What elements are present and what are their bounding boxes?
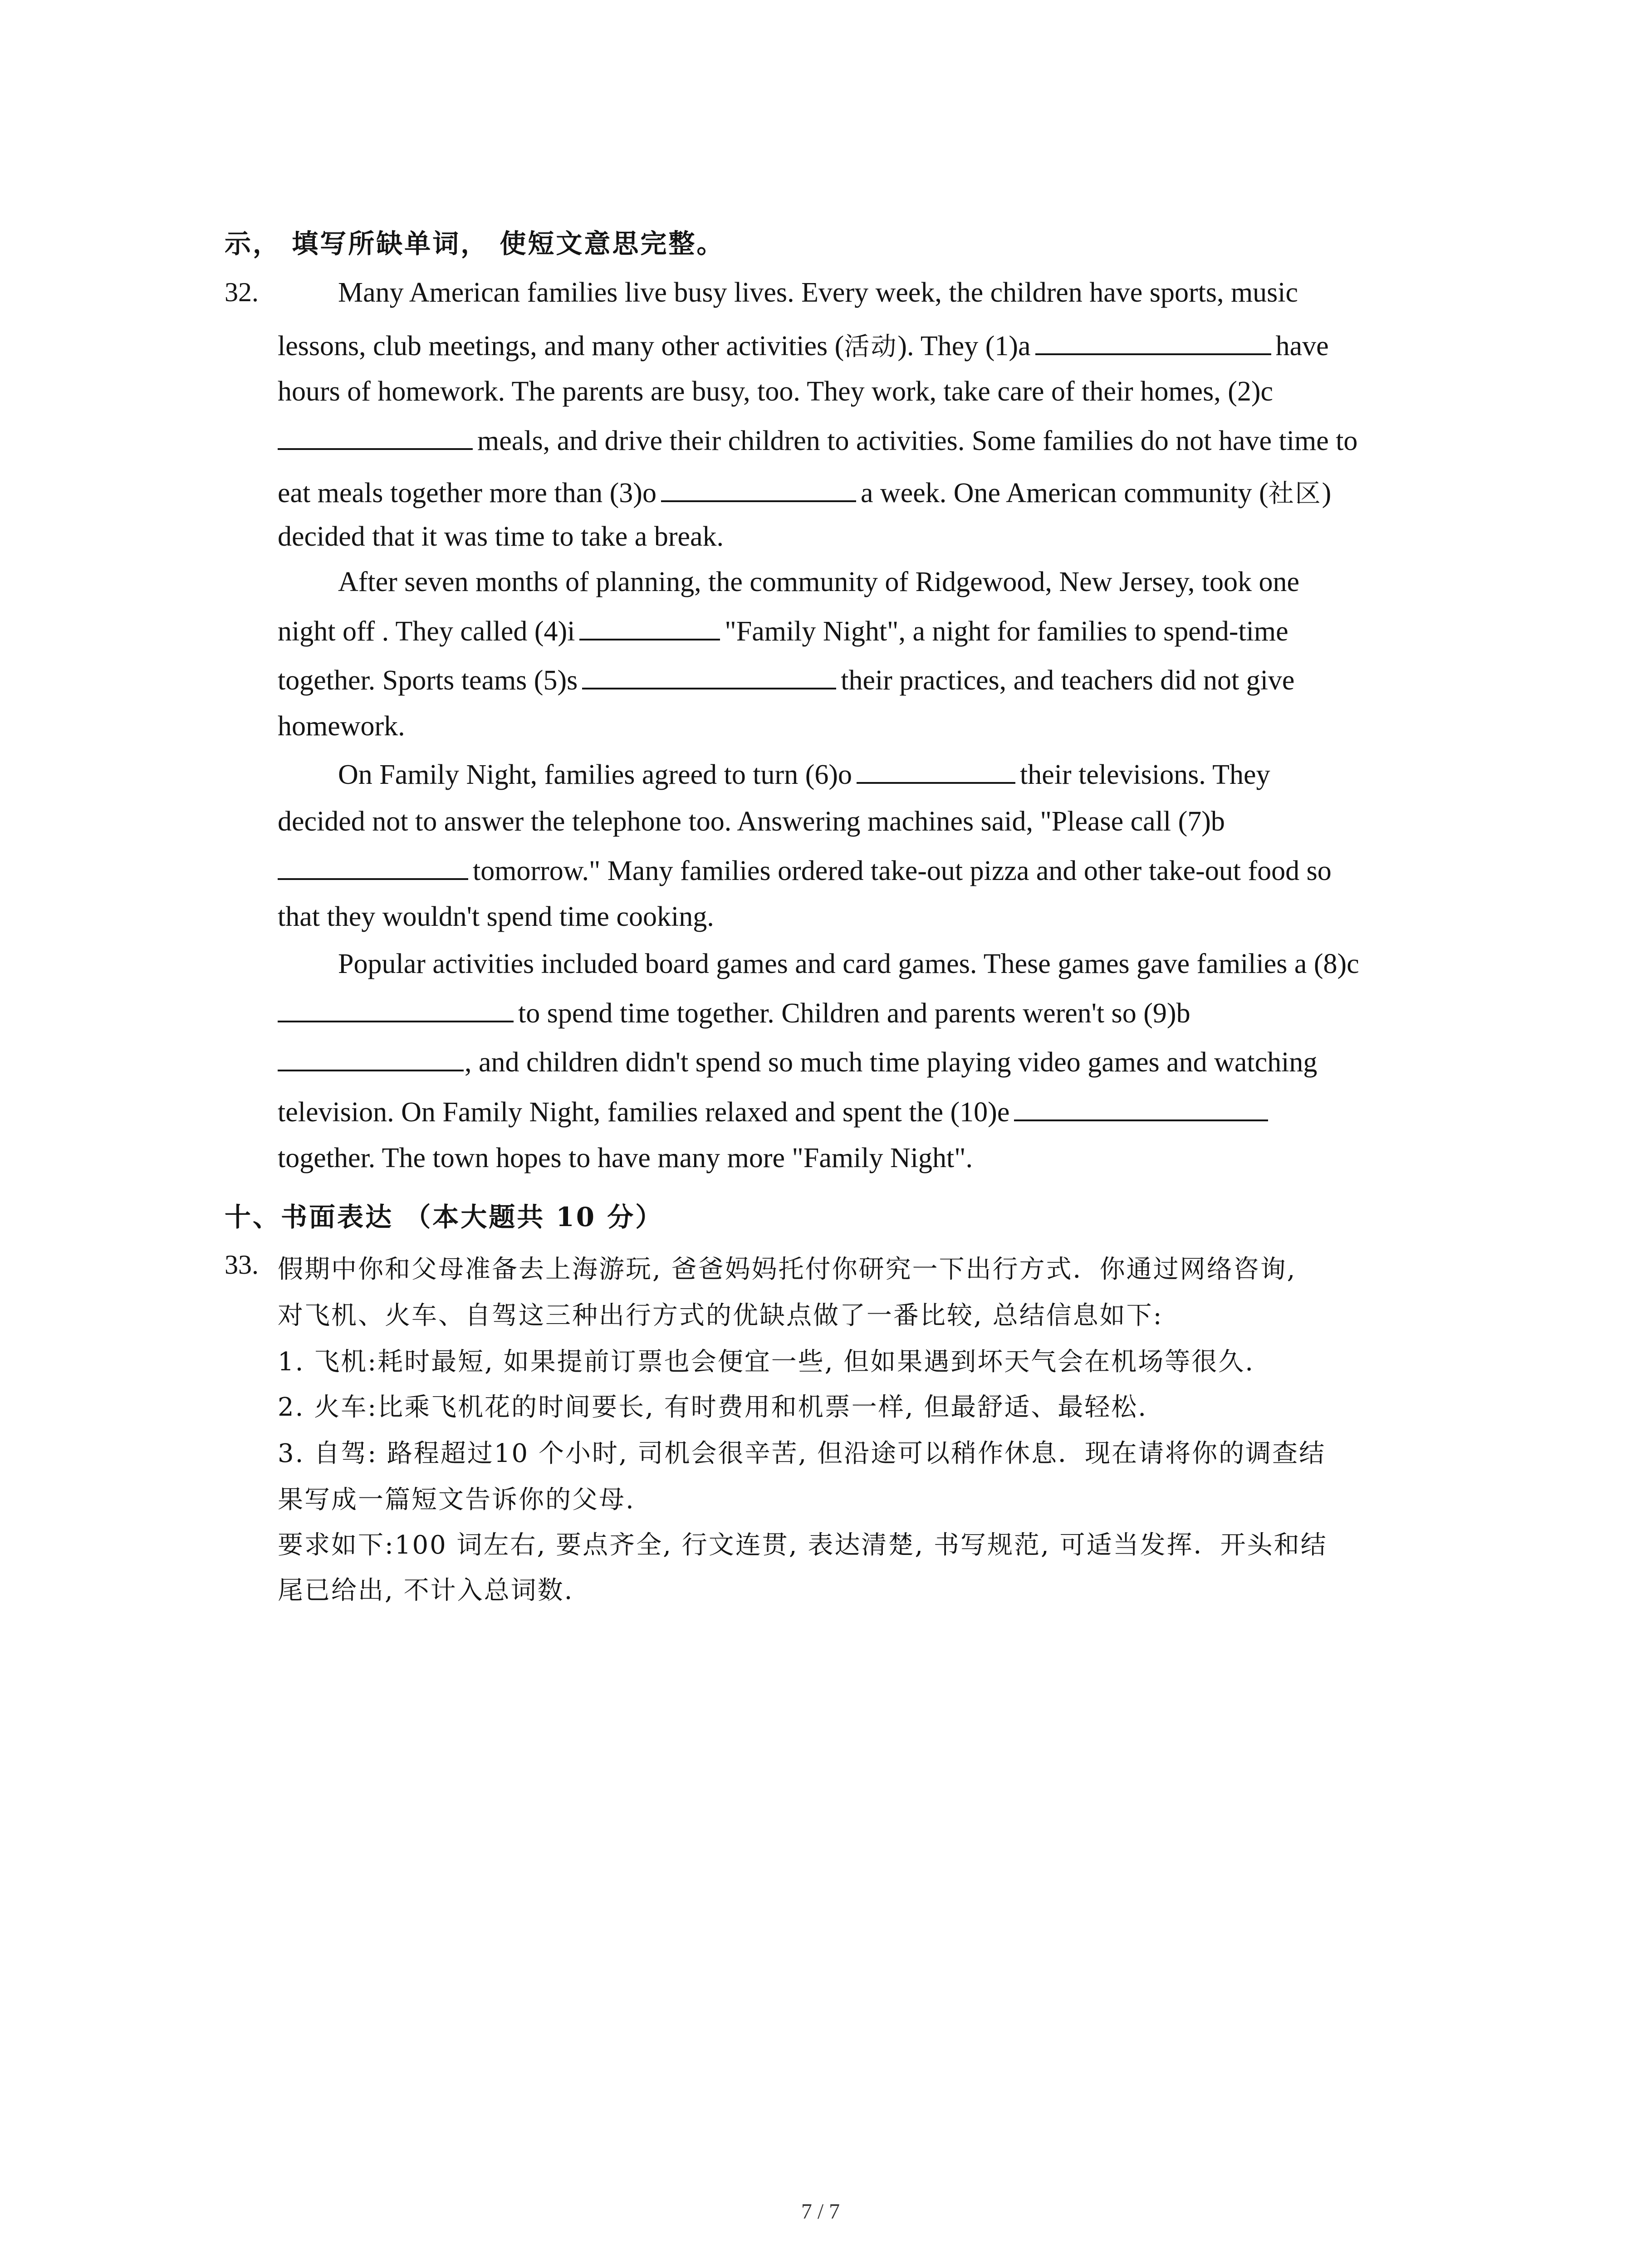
passage-line-4: meals, and drive their children to activities. Some families do not have time to xyxy=(278,425,1357,457)
passage-line-14: that they wouldn't spend time cooking. xyxy=(278,901,714,932)
passage-line-2: lessons, club meetings, and many other activities (活动). They (1)a have xyxy=(278,331,1329,362)
passage-line-16: to spend time together. Children and parents weren't so (9)b xyxy=(278,997,1190,1030)
passage-line-9: together. Sports teams (5)s their practices, and teachers did not give xyxy=(278,665,1295,696)
passage-line-13: tomorrow." Many families ordered take-out pizza and other take-out food so xyxy=(278,855,1332,887)
section-heading-writing: 十、书面表达 （本大题共 10 分） xyxy=(225,1202,664,1232)
blank-5[interactable] xyxy=(582,664,836,689)
blank-8[interactable] xyxy=(278,997,514,1022)
passage-line-3: hours of homework. The parents are busy, too. They work, take care of their homes, (2)c xyxy=(278,376,1274,407)
passage-line-18: television. On Family Night, families relaxed and spent the (10)e xyxy=(278,1096,1273,1129)
page-number: 7 / 7 xyxy=(801,2200,840,2224)
blank-4[interactable] xyxy=(579,615,720,640)
question-number-33: 33. xyxy=(225,1250,259,1280)
writing-requirements-line-1: 要求如下:100 词左右, 要点齐全, 行文连贯, 表达清楚, 书写规范, 可适当发挥．开头和结 xyxy=(278,1530,1327,1560)
passage-line-7: After seven months of planning, the community of Ridgewood, New Jersey, took one xyxy=(338,567,1300,597)
writing-prompt-line-1: 假期中你和父母准备去上海游玩, 爸爸妈妈托付你研究一下出行方式．你通过网络咨询, xyxy=(278,1255,1297,1284)
passage-line-1: Many American families live busy lives. Every week, the children have sports, music xyxy=(338,277,1298,308)
writing-prompt-item-1: 1. 飞机:耗时最短, 如果提前订票也会便宜一些, 但如果遇到坏天气会在机场等很久. xyxy=(278,1347,1255,1377)
blank-3[interactable] xyxy=(661,477,856,502)
question-number-32: 32. xyxy=(225,277,259,307)
passage-line-11: On Family Night, families agreed to turn (6)o their televisions. They xyxy=(338,759,1270,790)
blank-2[interactable] xyxy=(278,425,473,450)
blank-10[interactable] xyxy=(1014,1096,1268,1121)
passage-line-12: decided not to answer the telephone too. Answering machines said, "Please call (7)b xyxy=(278,806,1225,837)
writing-prompt-item-2: 2. 火车:比乘飞机花的时间要长, 有时费用和机票一样, 但最舒适、最轻松. xyxy=(278,1393,1148,1422)
passage-line-8: night off . They called (4)i "Family Night", a night for families to spend-time xyxy=(278,616,1288,647)
blank-6[interactable] xyxy=(857,758,1015,784)
writing-requirements-line-2: 尾已给出, 不计入总词数. xyxy=(278,1576,574,1605)
passage-line-6: decided that it was time to take a break. xyxy=(278,521,724,552)
passage-line-15: Popular activities included board games and card games. These games gave families a (8)c xyxy=(338,948,1359,979)
passage-line-10: homework. xyxy=(278,711,405,742)
writing-prompt-line-6: 果写成一篇短文告诉你的父母. xyxy=(278,1485,635,1515)
blank-9[interactable] xyxy=(278,1046,464,1071)
passage-line-5: eat meals together more than (3)o a week. One American community (社区) xyxy=(278,478,1332,508)
blank-7[interactable] xyxy=(278,855,468,880)
section-heading-fill-blanks: 示， 填写所缺单词， 使短文意思完整。 xyxy=(225,228,725,259)
writing-prompt-line-2: 对飞机、火车、自驾这三种出行方式的优缺点做了一番比较, 总结信息如下: xyxy=(278,1301,1163,1330)
writing-prompt-item-3: 3. 自驾: 路程超过10 个小时, 司机会很辛苦, 但沿途可以稍作休息．现在请将你的调查结 xyxy=(278,1439,1326,1468)
passage-line-17: , and children didn't spend so much time playing video games and watching xyxy=(278,1046,1317,1079)
passage-line-19: together. The town hopes to have many more "Family Night". xyxy=(278,1143,973,1173)
blank-1[interactable] xyxy=(1035,330,1271,355)
